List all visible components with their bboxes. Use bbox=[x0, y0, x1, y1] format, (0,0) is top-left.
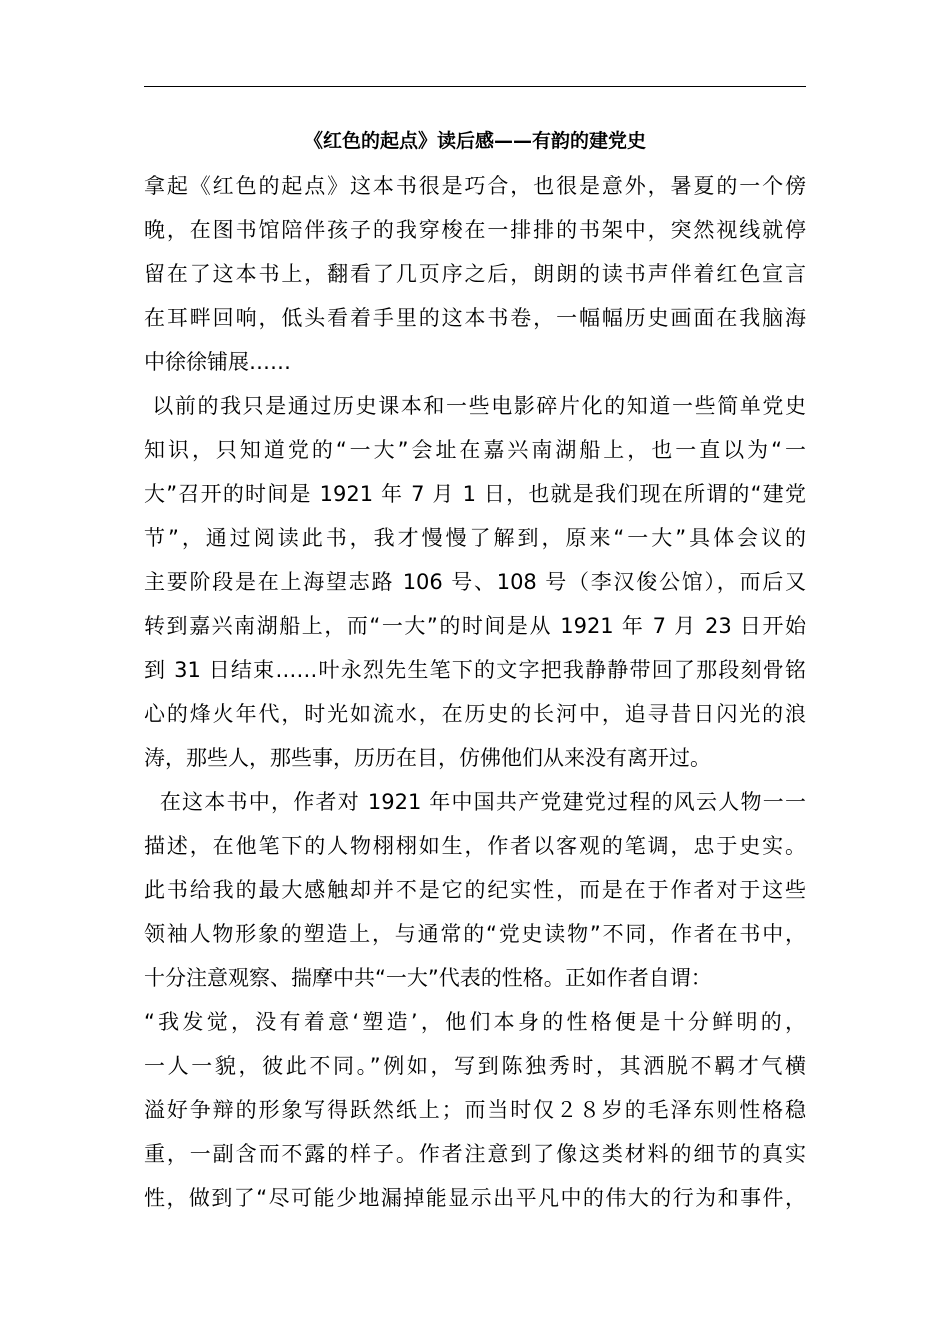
body-line: 涛，那些人，那些事，历历在目，仿佛他们从来没有离开过。 bbox=[144, 746, 711, 770]
body-line: 大”召开的时间是 1921 年 7 月 1 日，也就是我们现在所谓的“建党 bbox=[144, 482, 806, 506]
body-line: 十分注意观察、揣摩中共“一大”代表的性格。正如作者自谓： bbox=[144, 966, 712, 990]
body-line: 主要阶段是在上海望志路 106 号、108 号（李汉俊公馆），而后又 bbox=[144, 570, 806, 594]
body-line: 心的烽火年代，时光如流水，在历史的长河中，追寻昔日闪光的浪 bbox=[144, 702, 806, 726]
body-line: 以前的我只是通过历史课本和一些电影碎片化的知道一些简单党史 bbox=[144, 394, 806, 418]
body-line: 描述，在他笔下的人物栩栩如生，作者以客观的笔调，忠于史实。 bbox=[144, 834, 806, 858]
body-line: 此书给我的最大感触却并不是它的纪实性，而是在于作者对于这些 bbox=[144, 878, 806, 902]
body-line: 到 31 日结束……叶永烈先生笔下的文字把我静静带回了那段刻骨铭 bbox=[144, 658, 806, 682]
body-line: 重，一副含而不露的样子。作者注意到了像这类材料的细节的真实 bbox=[144, 1142, 806, 1166]
body-line: 性，做到了“尽可能少地漏掉能显示出平凡中的伟大的行为和事件， bbox=[144, 1186, 806, 1210]
document-body bbox=[144, 164, 806, 1220]
body-line: “我发觉，没有着意‘塑造’，他们本身的性格便是十分鲜明的， bbox=[144, 1010, 806, 1034]
body-line: 晚，在图书馆陪伴孩子的我穿梭在一排排的书架中，突然视线就停 bbox=[144, 218, 806, 242]
body-line: 拿起《红色的起点》这本书很是巧合，也很是意外，暑夏的一个傍 bbox=[144, 174, 806, 198]
header-rule bbox=[144, 86, 806, 87]
body-line: 溢好争辩的形象写得跃然纸上；而当时仅２８岁的毛泽东则性格稳 bbox=[144, 1098, 806, 1122]
document-title: 《红色的起点》读后感——有韵的建党史 bbox=[303, 130, 646, 152]
body-line: 一人一貌，彼此不同。”例如，写到陈独秀时，其洒脱不羁才气横 bbox=[144, 1054, 806, 1078]
body-line: 在这本书中，作者对 1921 年中国共产党建党过程的风云人物一一 bbox=[144, 790, 806, 814]
body-line: 在耳畔回响，低头看着手里的这本书卷，一幅幅历史画面在我脑海 bbox=[144, 306, 806, 330]
body-line: 知识，只知道党的“一大”会址在嘉兴南湖船上，也一直以为“一 bbox=[144, 438, 806, 462]
body-line: 领袖人物形象的塑造上，与通常的“党史读物”不同，作者在书中， bbox=[144, 922, 806, 946]
body-line: 节”，通过阅读此书，我才慢慢了解到，原来“一大”具体会议的 bbox=[144, 526, 806, 550]
body-line: 留在了这本书上，翻看了几页序之后，朗朗的读书声伴着红色宣言 bbox=[144, 262, 806, 286]
body-line: 转到嘉兴南湖船上，而“一大”的时间是从 1921 年 7 月 23 日开始 bbox=[144, 614, 806, 638]
body-line: 中徐徐铺展…… bbox=[144, 350, 291, 374]
